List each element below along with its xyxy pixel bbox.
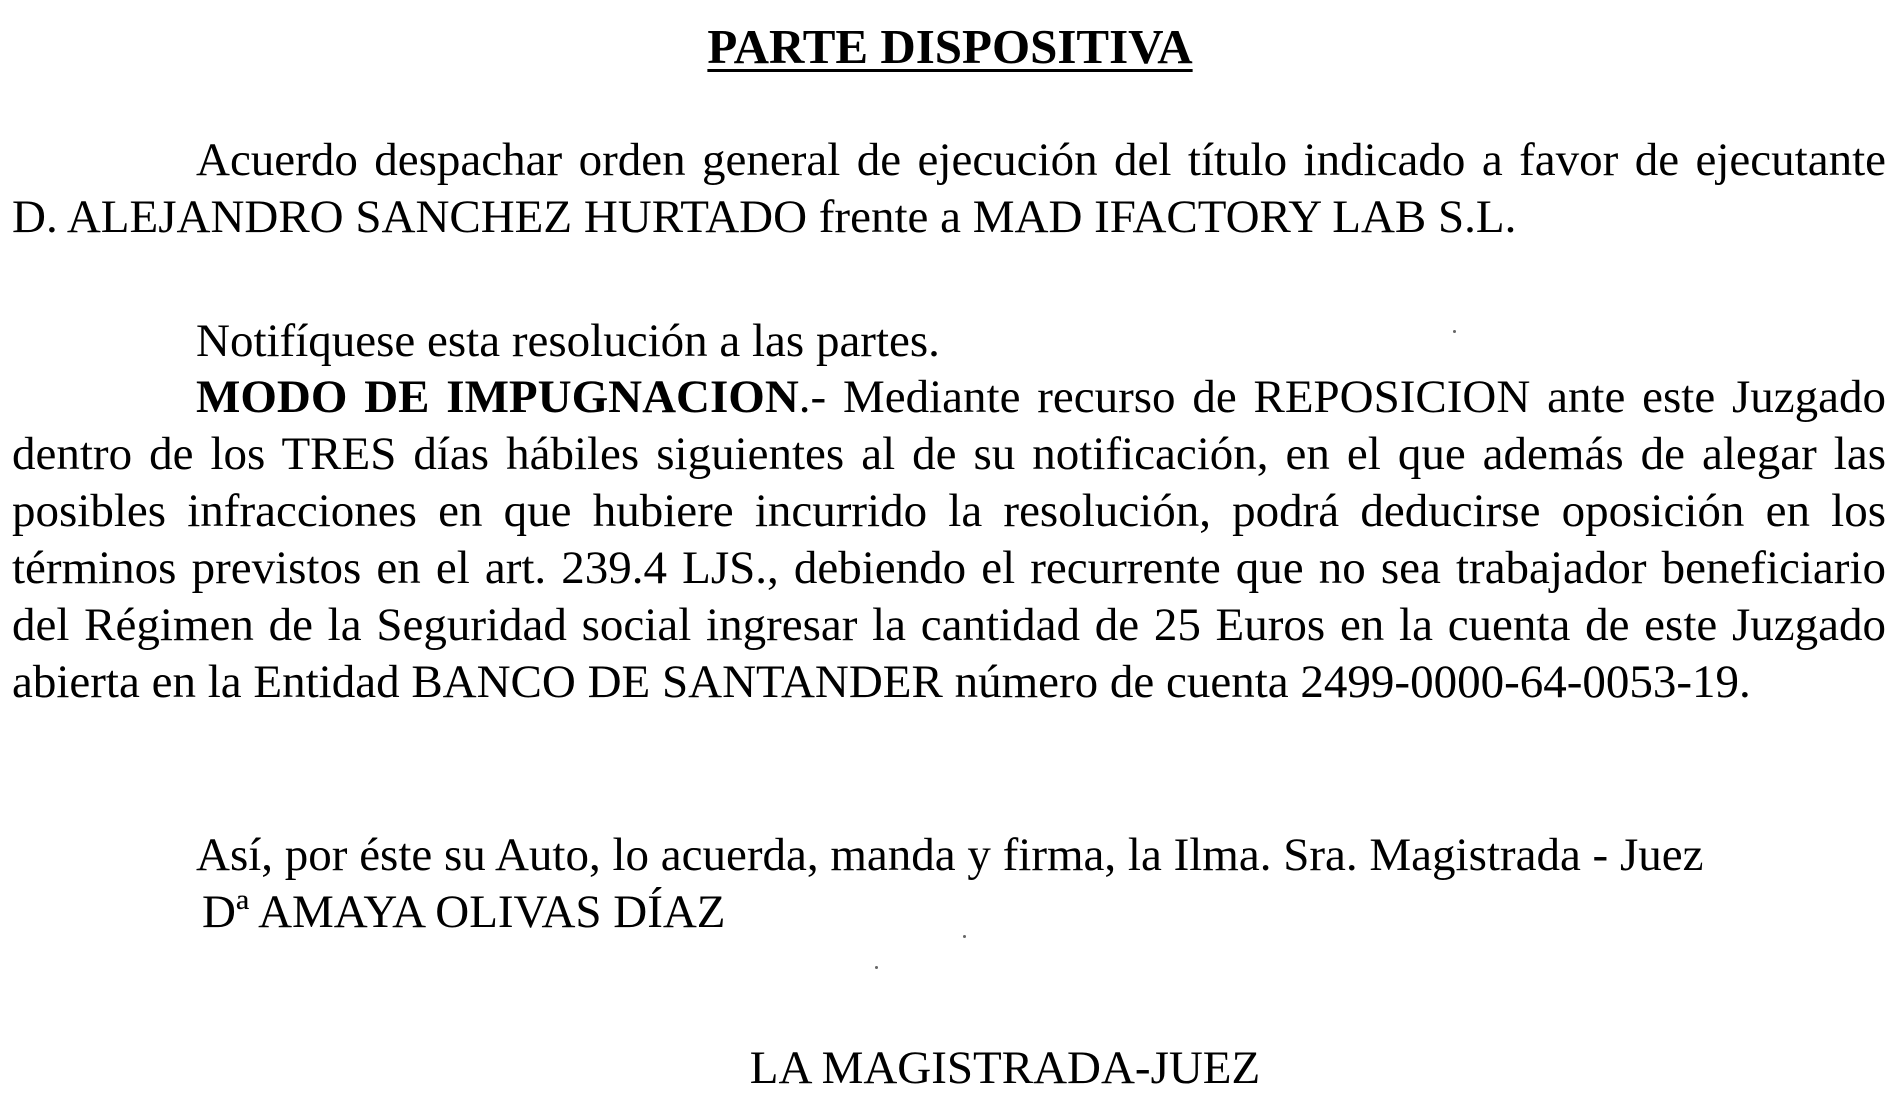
notification-paragraph: Notifíquese esta resolución a las partes. [196, 315, 940, 367]
impugnation-paragraph [12, 369, 1886, 711]
closing-paragraph [12, 827, 1886, 941]
judge-name: Dª AMAYA OLIVAS DÍAZ [202, 886, 726, 938]
impugnation-text: .- Mediante recurso de REPOSICION ante este Juzgado dentro de los TRES días hábiles siguientes al de su notificación, en el que además de alegar las posibles infracciones en que hubiere incurrido la resolución, podrá deducirse oposición en los términos previstos en el art. 239.4 LJS., debiendo el recurrente que no sea trabajador beneficiario del Régimen de la Seguridad social ingresar la cantidad de 25 Euros en la cuenta de este Juzgado abierta en la Entidad BANCO DE SANTANDER número de cuenta 2499-0000-64-0053-19. [12, 371, 1887, 708]
scan-speck [963, 935, 966, 938]
signature-label: LA MAGISTRADA-JUEZ [749, 1042, 1261, 1094]
scan-speck [875, 966, 878, 969]
closing-text: Así, por éste su Auto, lo acuerda, manda y firma, la Ilma. Sra. Magistrada - Juez [196, 829, 1704, 881]
scan-speck [1453, 330, 1456, 333]
impugnation-heading: MODO DE IMPUGNACION [196, 371, 799, 423]
document-title: PARTE DISPOSITIVA [707, 19, 1193, 74]
execution-order-paragraph: Acuerdo despachar orden general de ejecución del título indicado a favor de ejecutante D. ALEJANDRO SANCHEZ HURTADO frente a MAD IFACTORY LAB S.L. [12, 134, 1886, 243]
